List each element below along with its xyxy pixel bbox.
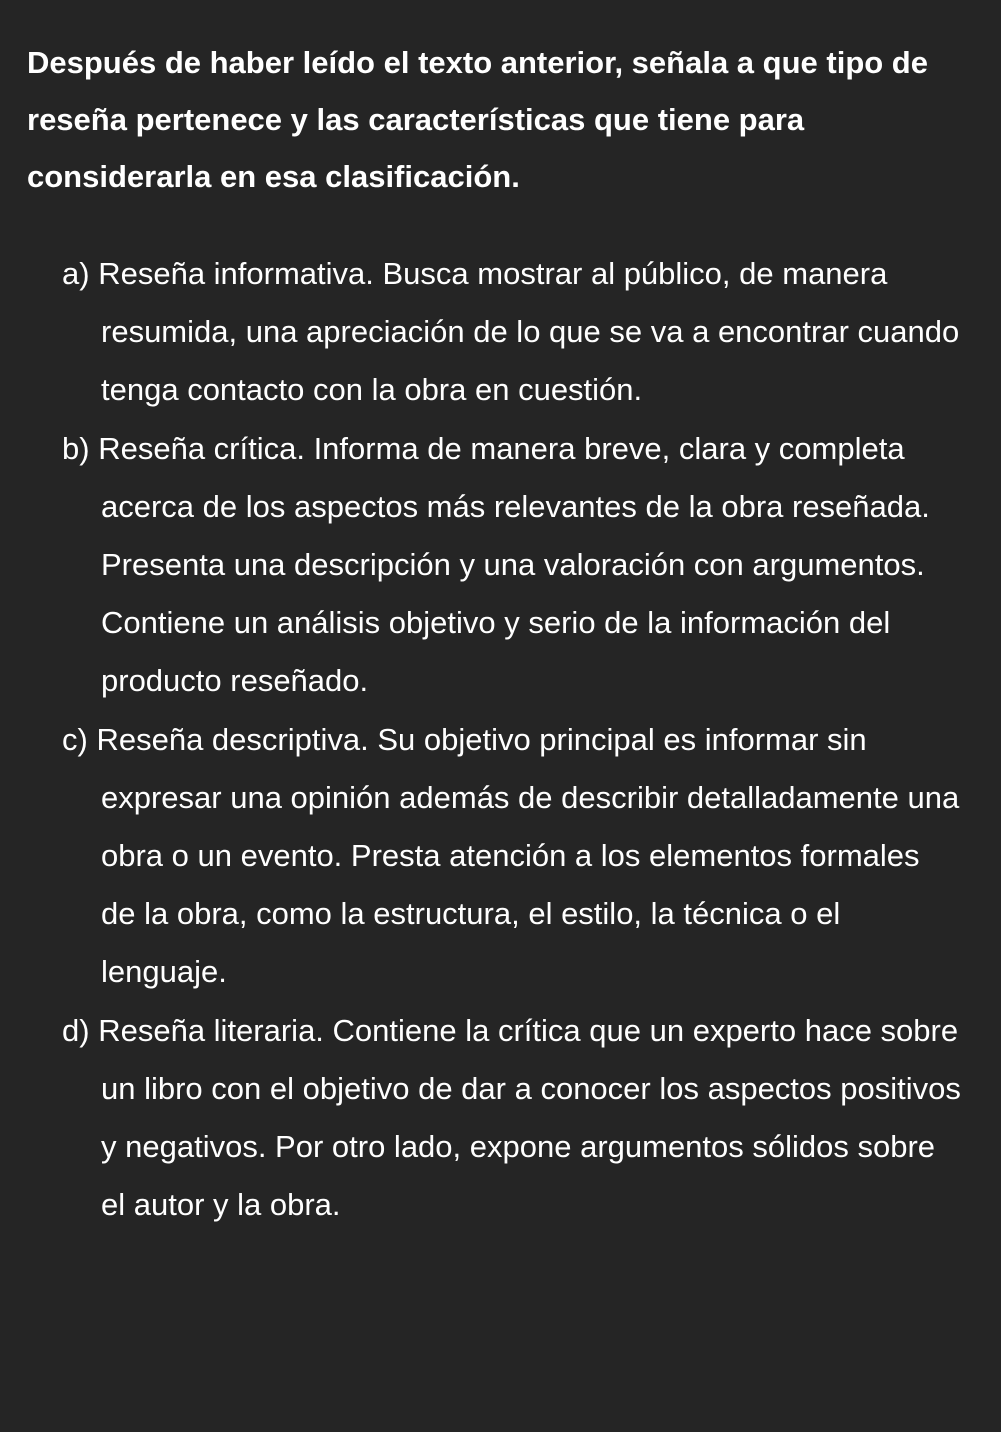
option-b[interactable] (62, 420, 962, 711)
option-a[interactable] (62, 245, 962, 420)
option-letter: d) (62, 1012, 90, 1048)
answer-options-list (62, 245, 962, 1234)
option-letter: b) (62, 430, 90, 466)
option-letter: a) (62, 256, 90, 291)
option-text: Reseña informativa. Busca mostrar al público, de manera resumida, una apreciación de lo que se va a encontrar cuando tenga contacto con la obra en cuestión. (98, 256, 960, 408)
option-letter: c) (62, 721, 88, 757)
option-text: Reseña descriptiva. Su objetivo principal es informar sin expresar una opinión además de describir detalladamente una obra o un evento. Presta atención a los elementos formales de la obra, como la estructura, el estilo, la técnica o el lenguaje. (96, 721, 960, 990)
question-prompt: Después de haber leído el texto anterior, señala a que tipo de reseña pertenece y las características que tiene para considerarla en esa clasificación. (27, 45, 928, 194)
option-text: Reseña literaria. Contiene la crítica que un experto hace sobre un libro con el objetivo de dar a conocer los aspectos positivos y negativos. Por otro lado, expone argumentos sólidos sobre el autor y la obra. (98, 1012, 961, 1223)
option-d[interactable] (62, 1002, 962, 1235)
option-text: Reseña crítica. Informa de manera breve, clara y completa acerca de los aspectos más relevantes de la obra reseñada. Presenta una descripción y una valoración con argumentos. Contiene un análisis objetivo y serio de la información del producto reseñado. (98, 430, 930, 699)
option-c[interactable] (62, 711, 962, 1002)
